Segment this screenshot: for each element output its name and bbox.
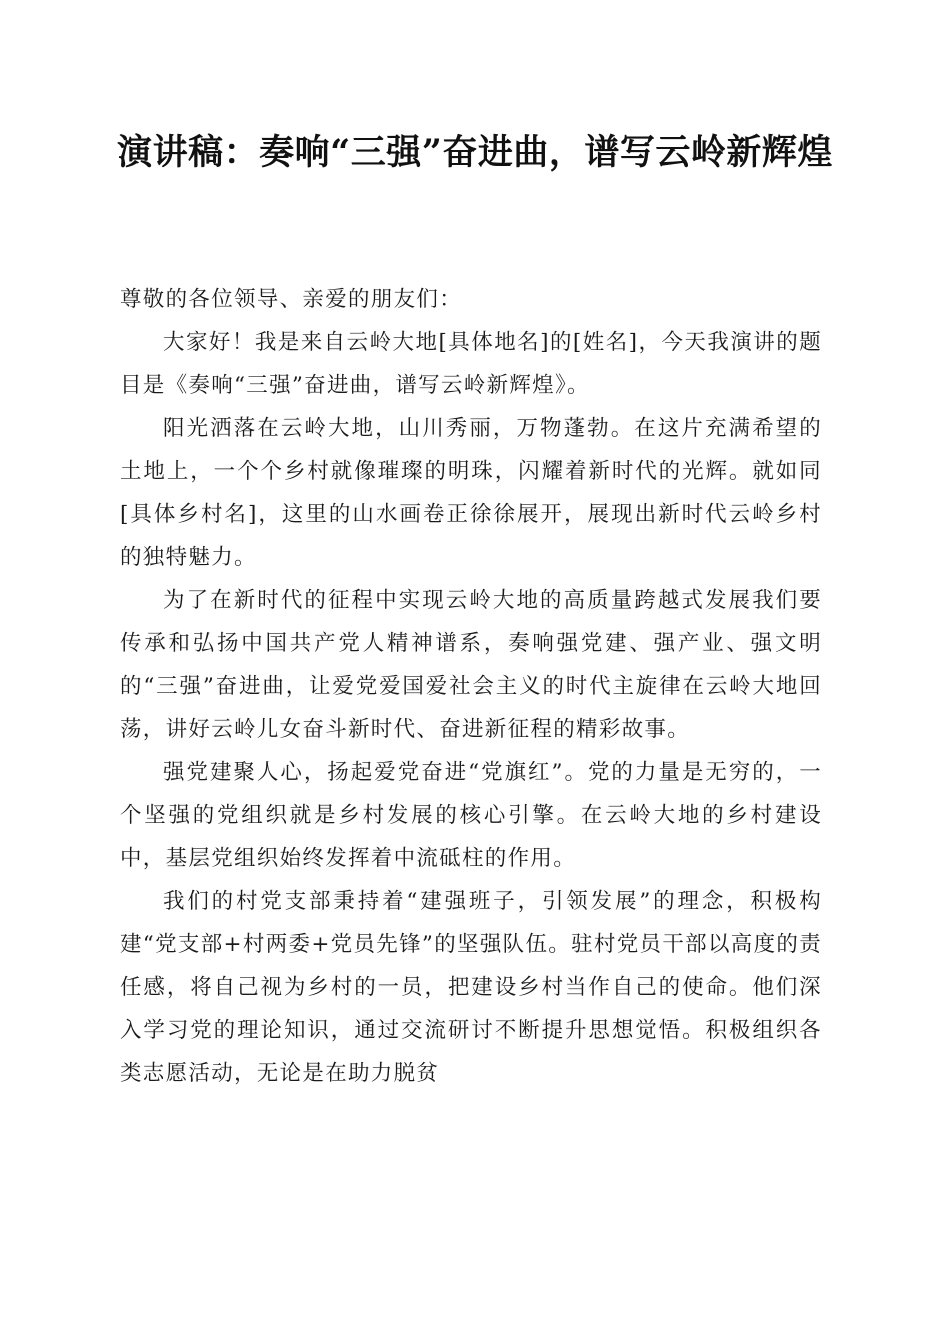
document-title: 演讲稿：奏响“三强”奋进曲，谱写云岭新辉煌 [117,132,833,173]
document-body [120,278,822,1095]
paragraph-scenery: 阳光洒落在云岭大地，山川秀丽，万物蓬勃。在这片充满希望的土地上，一个个乡村就像璀璨的明珠，闪耀着新时代的光辉。就如同[具体乡村名]，这里的山水画卷正徐徐展开，展现出新时代云岭乡村的独特魅力。 [120,416,822,570]
paragraph-greeting: 大家好！我是来自云岭大地[具体地名]的[姓名]，今天我演讲的题目是《奏响“三强”奋进曲，谱写云岭新辉煌》。 [120,330,822,398]
paragraph-party-building: 强党建聚人心，扬起爱党奋进“党旗红”。党的力量是无穷的，一个坚强的党组织就是乡村发展的核心引擎。在云岭大地的乡村建设中，基层党组织始终发挥着中流砥柱的作用。 [120,760,822,871]
paragraph-village-branch: 我们的村党支部秉持着“建强班子，引领发展”的理念，积极构建“党支部+村两委+党员先锋”的坚强队伍。驻村党员干部以高度的责任感，将自己视为乡村的一员，把建设乡村当作自己的使命。他们深入学习党的理论知识，通过交流研讨不断提升思想觉悟。积极组织各类志愿活动，无论是在助力脱贫 [120,889,822,1086]
paragraph-three-strengths: 为了在新时代的征程中实现云岭大地的高质量跨越式发展我们要传承和弘扬中国共产党人精神谱系，奏响强党建、强产业、强文明的“三强”奋进曲，让爱党爱国爱社会主义的时代主旋律在云岭大地回荡，讲好云岭儿女奋斗新时代、奋进新征程的精彩故事。 [120,588,822,742]
salutation: 尊敬的各位领导、亲爱的朋友们： [120,287,463,312]
